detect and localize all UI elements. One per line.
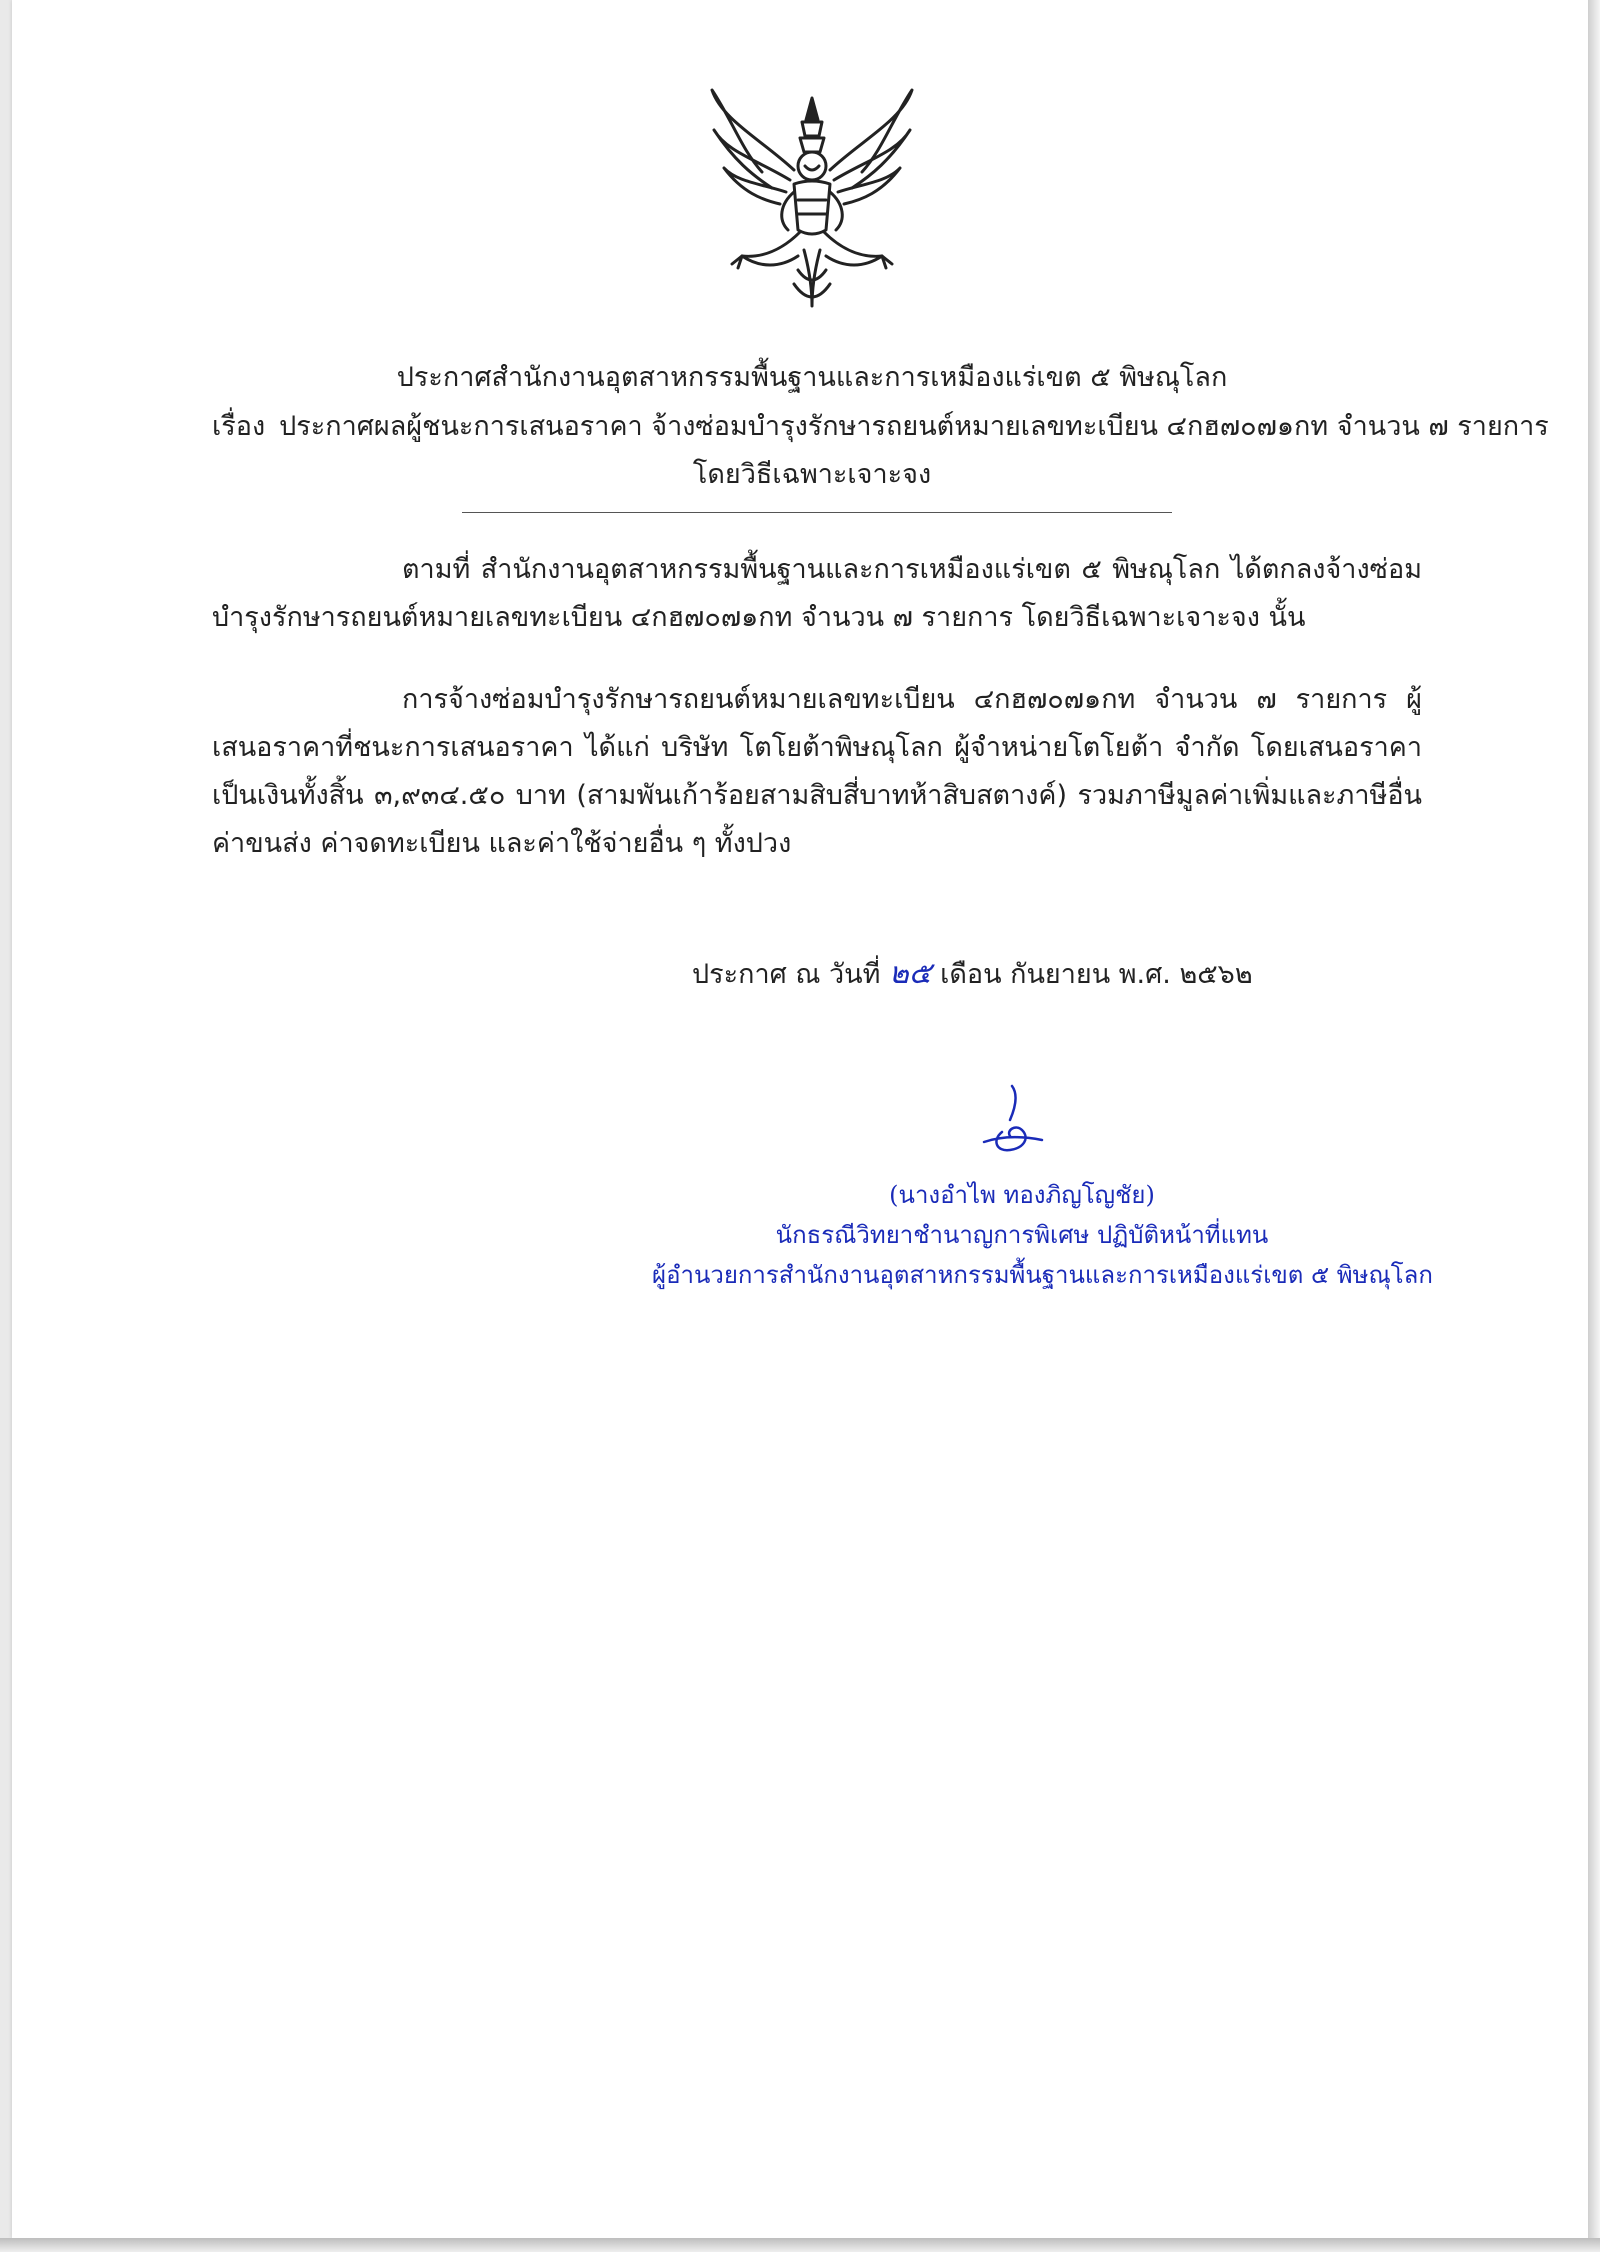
body-paragraph-1: ตามที่ สำนักงานอุตสาหกรรมพื้นฐานและการเหมืองแร่เขต ๕ พิษณุโลก ได้ตกลงจ้างซ่อมบำรุงรักษารถยนต์หมายเลขทะเบียน ๔กฮ๗๐๗๑กท จำนวน ๗ รายการ โดยวิธีเฉพาะเจาะจง นั้น [212, 554, 1422, 633]
announcement-subject [212, 404, 1549, 447]
announcement-title: ประกาศสำนักงานอุตสาหกรรมพื้นฐานและการเหมืองแร่เขต ๕ พิษณุโลก [396, 362, 1228, 393]
announcement-date [692, 950, 1253, 997]
signatory-name: (นางอำไพ ทองภิญโญชัย) [889, 1181, 1155, 1209]
handwritten-signature-icon [972, 1080, 1052, 1160]
date-prefix: ประกาศ ณ วันที่ [692, 959, 881, 990]
scan-edge-right [1588, 0, 1600, 2252]
garuda-emblem-icon [702, 80, 922, 320]
signatory-block [652, 1175, 1433, 1295]
date-suffix: เดือน กันยายน พ.ศ. ๒๕๖๒ [940, 959, 1253, 990]
signatory-position-1: นักธรณีวิทยาชำนาญการพิเศษ ปฏิบัติหน้าที่แทน [775, 1221, 1269, 1249]
procurement-method: โดยวิธีเฉพาะเจาะจง [692, 459, 932, 490]
body-paragraph-2: การจ้างซ่อมบำรุงรักษารถยนต์หมายเลขทะเบียน ๔กฮ๗๐๗๑กท จำนวน ๗ รายการ ผู้เสนอราคาที่ชนะการเสนอราคา ได้แก่ บริษัท โตโยต้าพิษณุโลก ผู้จำหน่ายโตโยต้า จำกัด โดยเสนอราคา เป็นเงินทั้งสิ้น ๓,๙๓๔.๕๐ บาท (สามพันเก้าร้อยสามสิบสี่บาทห้าสิบสตางค์) รวมภาษีมูลค่าเพิ่มและภาษีอื่น ค่าขนส่ง ค่าจดทะเบียน และค่าใช้จ่ายอื่น ๆ ทั้งปวง [212, 684, 1422, 859]
title-divider [462, 512, 1172, 513]
document-page [12, 0, 1590, 2238]
subject-label: เรื่อง [212, 411, 266, 442]
subject-text: ประกาศผลผู้ชนะการเสนอราคา จ้างซ่อมบำรุงรักษารถยนต์หมายเลขทะเบียน ๔กฮ๗๐๗๑กท จำนวน ๗ รายการ [279, 411, 1549, 442]
scan-edge-bottom [0, 2238, 1600, 2252]
handwritten-day: ๒๕ [889, 956, 932, 991]
signatory-position-2: ผู้อำนวยการสำนักงานอุตสาหกรรมพื้นฐานและการเหมืองแร่เขต ๕ พิษณุโลก [652, 1261, 1433, 1289]
